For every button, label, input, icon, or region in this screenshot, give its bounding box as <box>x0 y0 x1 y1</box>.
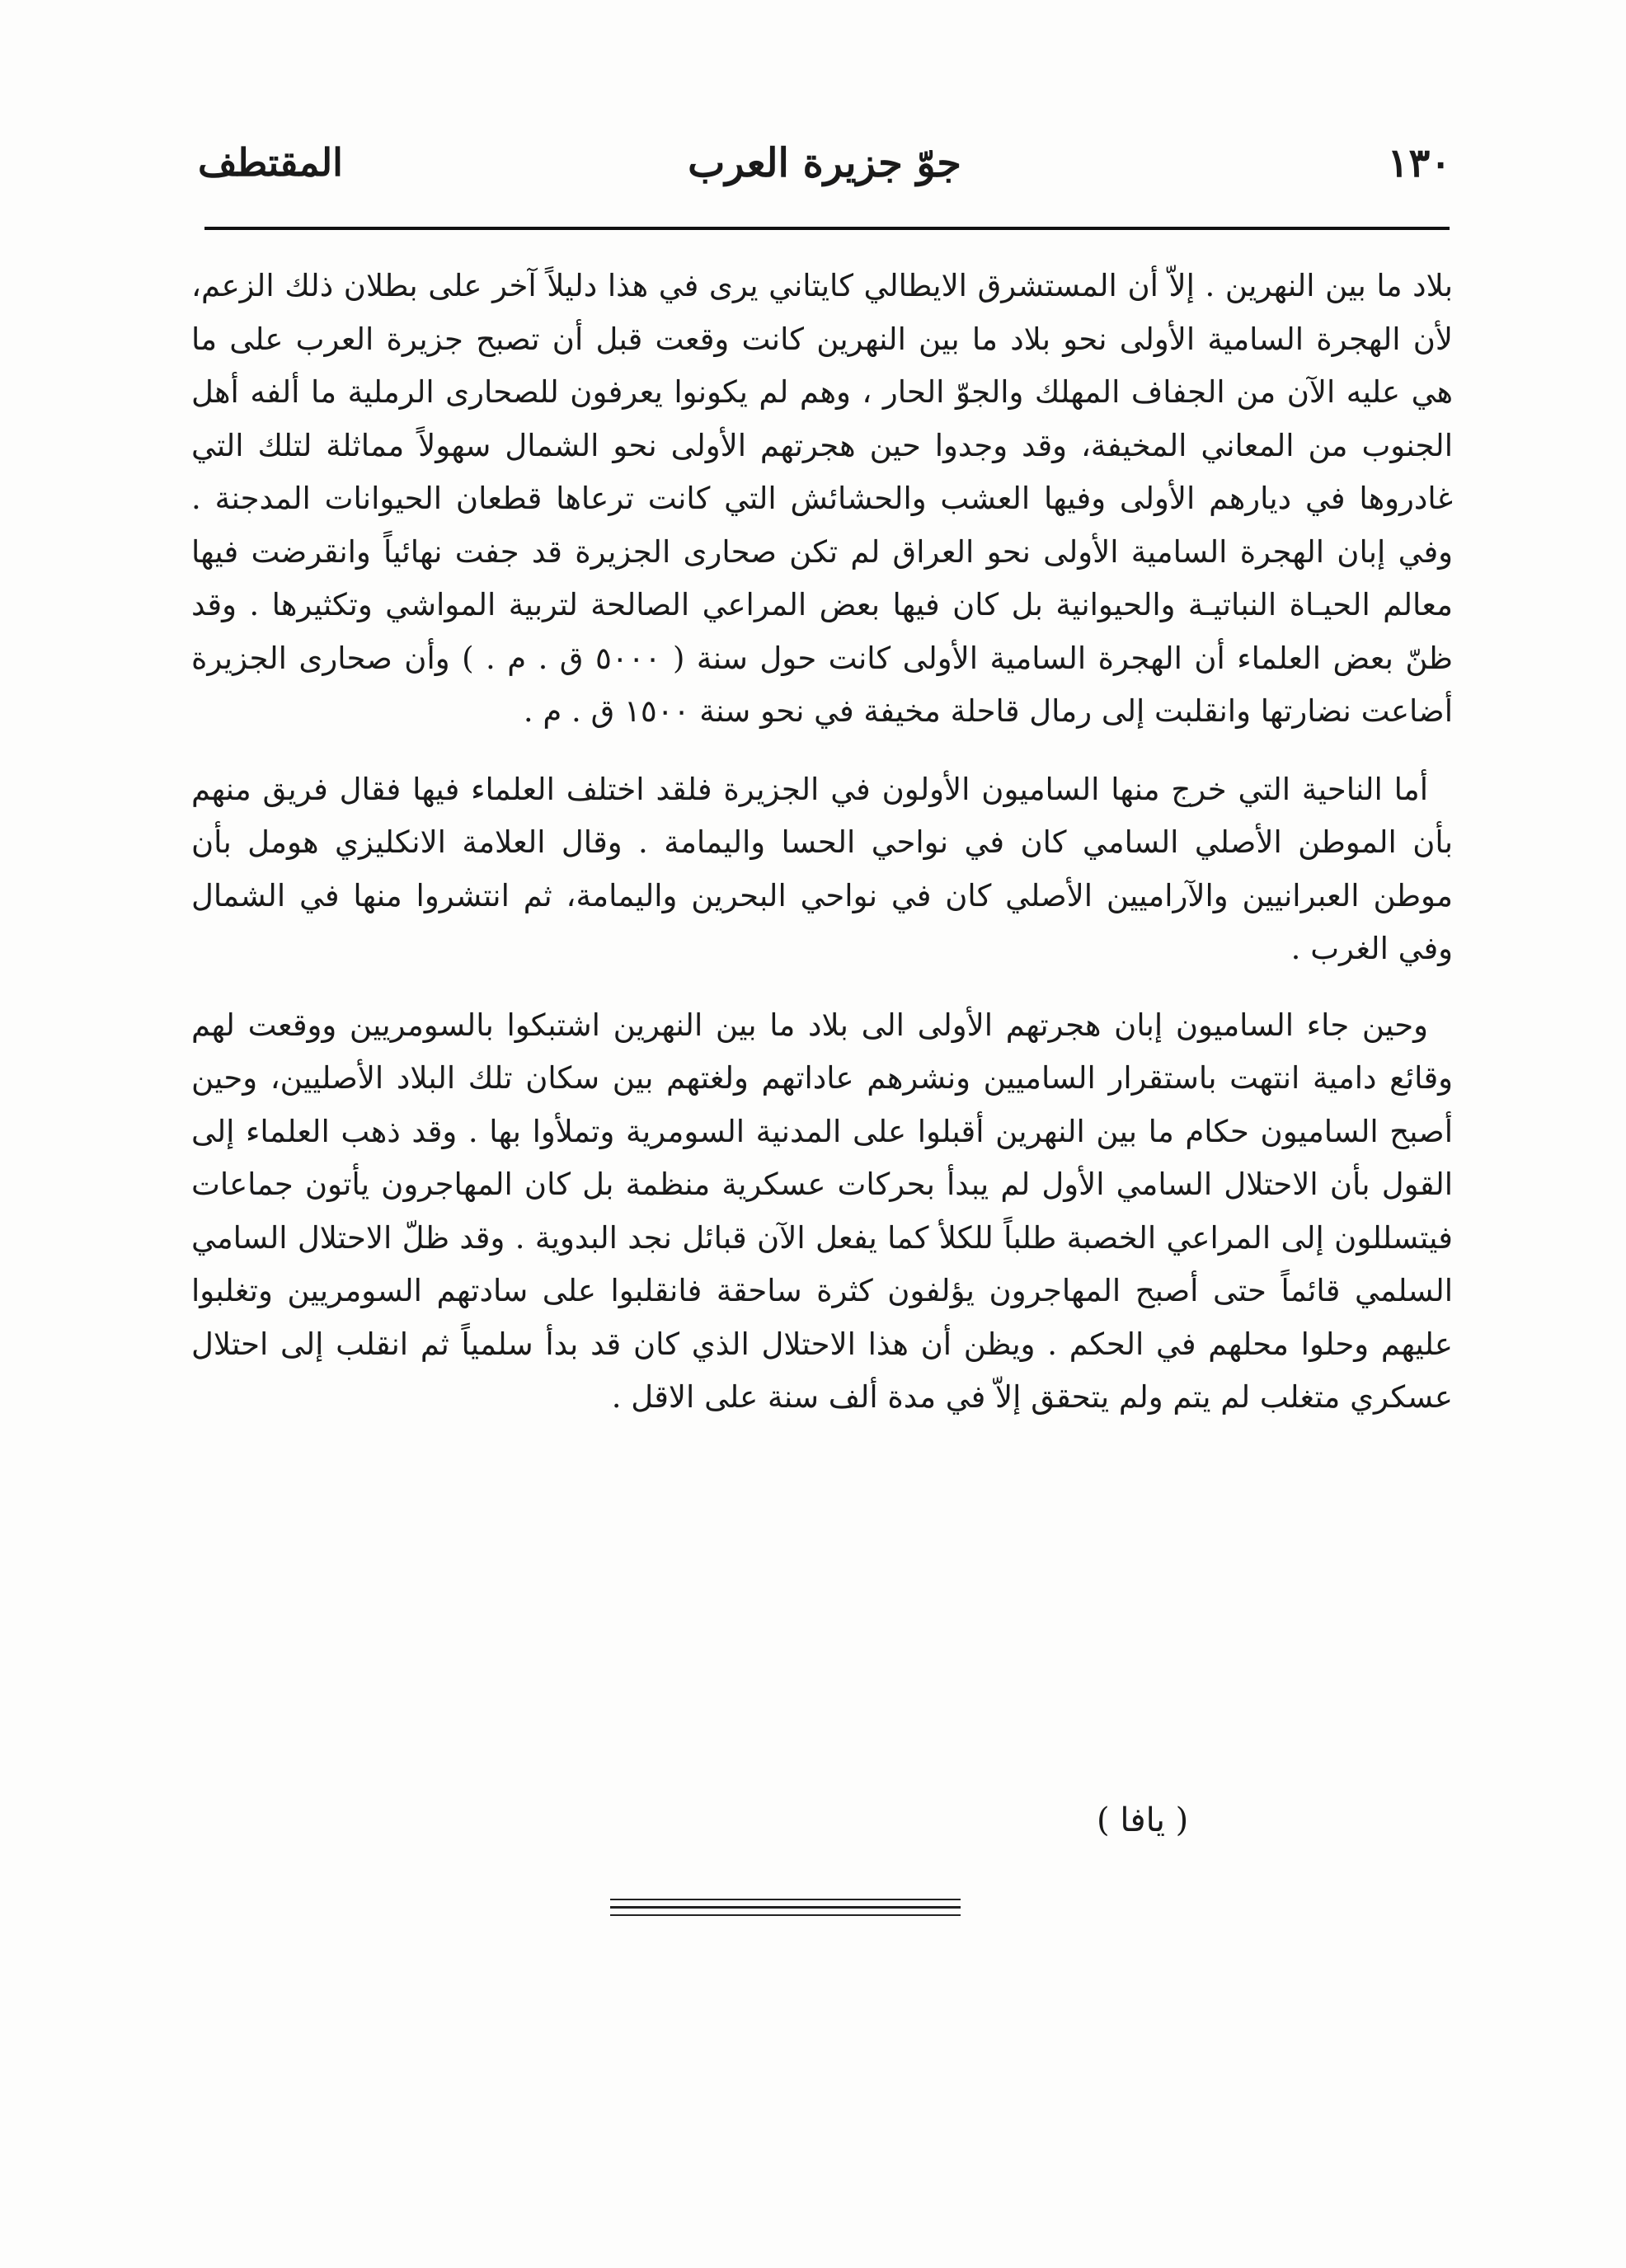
author-signature: ( يافا ) <box>1097 1801 1189 1839</box>
end-divider-middle <box>610 1906 961 1909</box>
article-body <box>191 260 1453 1425</box>
end-divider-bottom <box>610 1914 961 1916</box>
paragraph-3: وحين جاء الساميون إبان هجرتهم الأولى الى بلاد ما بين النهرين اشتبكوا بالسومريين ووقعت لهم وقائع دامية انتهت باستقرار الساميين ونشرهم عاداتهم ولغتهم بين سكان تلك البلاد الأصليين، وحين أصبح الساميون حكام ما بين النهرين أقبلوا على المدنية السومرية وتملأوا بها . وقد ذهب العلماء إلى القول بأن الاحتلال السامي الأول لم يبدأ بحركات عسكرية منظمة بل كان المهاجرون يأتون جماعات فيتسللون إلى المراعي الخصبة طلباً للكلأ كما يفعل الآن قبائل نجد البدوية . وقد ظلّ الاحتلال السامي السلمي قائماً حتى أصبح المهاجرون يؤلفون كثرة ساحقة فانقلبوا على سادتهم السومريين وتغلبوا عليهم وحلوا محلهم في الحكم . ويظن أن هذا الاحتلال الذي كان قد بدأ سلمياً ثم انقلب إلى احتلال عسكري متغلب لم يتم ولم يتحقق إلاّ في مدة ألف سنة على الاقل . <box>191 1007 1453 1415</box>
journal-name: المقتطف <box>198 140 343 185</box>
page-number: ١٣٠ <box>1387 140 1451 186</box>
paragraph-1: بلاد ما بين النهرين . إلاّ أن المستشرق الايطالي كايتاني يرى في هذا دليلاً آخر على بطلان ذلك الزعم، لأن الهجرة السامية الأولى نحو بلاد ما بين النهرين كانت وقعت قبل أن تصبح جزيرة العرب على ما هي عليه الآن من الجفاف المهلك والجوّ الحار ، وهم لم يكونوا يعرفون للصحارى الرملية ما ألفه أهل الجنوب من المعاني المخيفة، وقد وجدوا حين هجرتهم الأولى نحو الشمال سهولاً مماثلة لتلك التي غادروها في ديارهم الأولى وفيها العشب والحشائش التي كانت ترعاها قطعان الحيوانات المدجنة . وفي إبان الهجرة السامية الأولى نحو العراق لم تكن صحارى الجزيرة قد جفت نهائياً وانقرضت فيها معالم الحيـاة النباتيـة والحيوانية بل كان فيها بعض المراعي الصالحة لتربية المواشي وتكثيرها . وقد ظنّ بعض العلماء أن الهجرة السامية الأولى كانت حول سنة ( ٥٠٠٠ ق . م . ) وأن صحارى الجزيرة أضاعت نضارتها وانقلبت إلى رمال قاحلة مخيفة في نحو سنة ١٥٠٠ ق . م . <box>191 268 1453 729</box>
end-divider-top <box>610 1899 961 1900</box>
running-title: جوّ جزيرة العرب <box>688 140 961 186</box>
paragraph-2: أما الناحية التي خرج منها الساميون الأولون في الجزيرة فلقد اختلف العلماء فيها فقال فريق منهم بأن الموطن الأصلي السامي كان في نواحي الحسا واليمامة . وقال العلامة الانكليزي هومل بأن موطن العبرانيين والآراميين الأصلي كان في نواحي البحرين واليمامة، ثم انتشروا منها في الشمال وفي الغرب . <box>191 771 1453 966</box>
page-header <box>198 140 1451 206</box>
header-divider <box>204 227 1450 230</box>
